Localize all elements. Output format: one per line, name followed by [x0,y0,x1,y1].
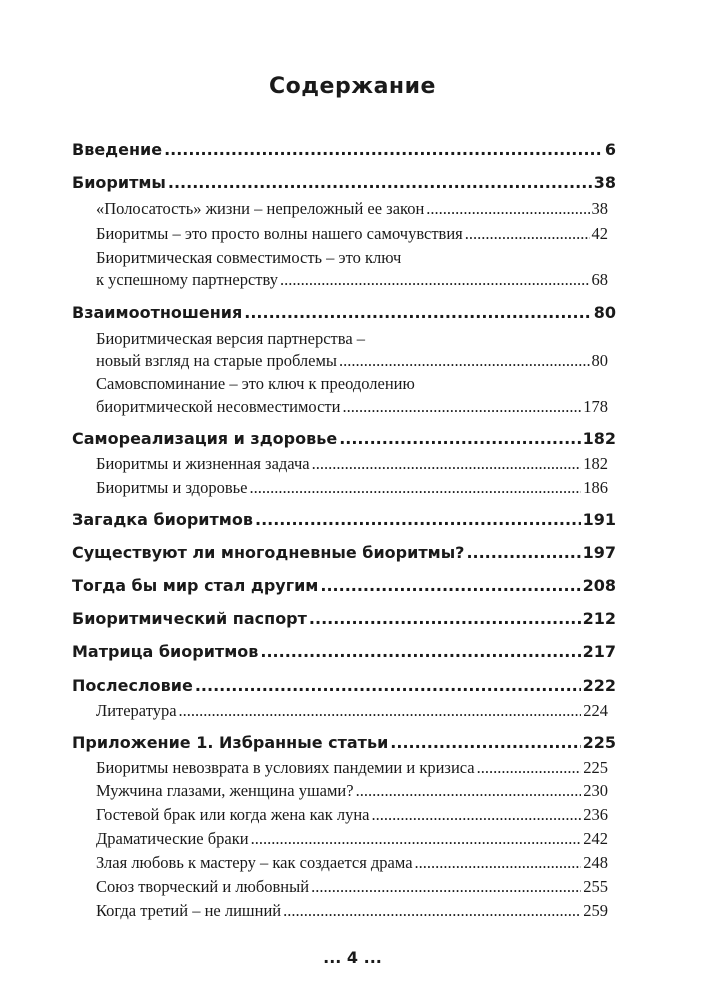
toc-section-continuation[interactable] [96,351,608,371]
section-title: Биоритмы – это просто волны нашего самочувствия [96,224,463,243]
section-title: Когда третий – не лишний [96,901,282,920]
toc-chapter[interactable] [72,676,616,695]
page-number: 80 [591,351,608,370]
dot-leader [244,303,591,322]
dot-leader [339,351,589,371]
toc-section[interactable] [96,877,608,897]
page-number: 182 [583,454,608,473]
toc-section[interactable] [96,248,608,268]
dot-leader [260,642,580,661]
toc-section[interactable] [96,901,608,921]
page-number: 248 [583,853,608,872]
toc-section[interactable] [96,758,608,778]
chapter-title: Самореализация и здоровье [72,429,338,448]
dot-leader [372,805,582,825]
section-title: Драматические браки [96,829,249,848]
page-number: 42 [591,224,608,243]
page-number: 212 [582,609,616,628]
dot-leader [312,454,582,474]
toc-chapter[interactable] [72,642,616,661]
page-footer-number: ... 4 ... [323,948,382,967]
toc-chapter[interactable] [72,733,616,752]
dot-leader [477,758,582,778]
page-number: 186 [583,478,608,497]
section-title-continuation: новый взгляд на старые проблемы [96,351,338,370]
dot-leader [415,853,582,873]
dot-leader [309,609,581,628]
page-number: 6 [604,140,616,159]
page-number: 222 [582,676,616,695]
dot-leader [251,829,582,849]
page-number: 197 [582,543,616,562]
chapter-title: Послесловие [72,676,193,695]
toc-chapter[interactable] [72,429,616,448]
page-number: 236 [583,805,608,824]
dot-leader [280,270,590,290]
dot-leader [342,397,581,417]
chapter-title: Биоритмический паспорт [72,609,307,628]
page-number: 225 [582,733,616,752]
chapter-title: Матрица биоритмов [72,642,259,661]
dot-leader [426,199,589,219]
section-title: «Полосатость» жизни – непреложный ее закон [96,199,425,218]
section-title: Союз творческий и любовный [96,877,310,896]
toc-section[interactable] [96,701,608,721]
dot-leader [255,510,581,529]
page-number: 178 [583,397,608,416]
page-number: 217 [582,642,616,661]
section-title: Гостевой брак или когда жена как луна [96,805,370,824]
toc-section[interactable] [96,374,608,394]
table-of-contents [72,0,616,1000]
toc-section[interactable] [96,805,608,825]
chapter-title: Биоритмы [72,173,166,192]
toc-section-continuation[interactable] [96,397,608,417]
toc-section[interactable] [96,781,608,801]
section-title: Самовспоминание – это ключ к преодолению [96,374,415,393]
page-number: 259 [583,901,608,920]
section-title-continuation: к успешному партнерству [96,270,278,289]
chapter-title: Тогда бы мир стал другим [72,576,319,595]
toc-section[interactable] [96,454,608,474]
page-number: 80 [593,303,616,322]
page-number: 208 [582,576,616,595]
dot-leader [339,429,580,448]
chapter-title: Введение [72,140,163,159]
toc-section[interactable] [96,853,608,873]
page-number: 255 [583,877,608,896]
section-title: Биоритмы и жизненная задача [96,454,310,473]
toc-chapter[interactable] [72,543,616,562]
dot-leader [195,676,581,695]
toc-chapter[interactable] [72,576,616,595]
page-number: 191 [582,510,616,529]
page-number: 224 [583,701,608,720]
section-title: Биоритмическая версия партнерства – [96,329,366,348]
toc-chapter[interactable] [72,140,616,159]
dot-leader [164,140,603,159]
page-number: 38 [593,173,616,192]
page-number: 182 [582,429,616,448]
dot-leader [320,576,580,595]
section-title: Злая любовь к мастеру – как создается драма [96,853,413,872]
dot-leader [311,877,581,897]
chapter-title: Загадка биоритмов [72,510,253,529]
page-number: 68 [591,270,608,289]
dot-leader [179,701,582,721]
page-number: 242 [583,829,608,848]
toc-section[interactable] [96,199,608,219]
dot-leader [249,478,581,498]
page-title: Содержание [269,74,436,99]
toc-chapter[interactable] [72,173,616,192]
toc-section-continuation[interactable] [96,270,608,290]
section-title: Мужчина глазами, женщина ушами? [96,781,354,800]
page-number: 38 [591,199,608,218]
section-title: Биоритмическая совместимость – это ключ [96,248,402,267]
section-title: Литература [96,701,177,720]
section-title: Биоритмы и здоровье [96,478,248,497]
toc-chapter[interactable] [72,510,616,529]
section-title: Биоритмы невозврата в условиях пандемии и кризиса [96,758,475,777]
dot-leader [390,733,580,752]
dot-leader [356,781,582,801]
dot-leader [466,543,580,562]
dot-leader [283,901,581,921]
dot-leader [168,173,592,192]
toc-section[interactable] [96,224,608,244]
toc-section[interactable] [96,478,608,498]
page-number: 230 [583,781,608,800]
chapter-title: Взаимоотношения [72,303,243,322]
chapter-title: Приложение 1. Избранные статьи [72,733,389,752]
dot-leader [465,224,590,244]
toc-chapter[interactable] [72,303,616,322]
chapter-title: Существуют ли многодневные биоритмы? [72,543,465,562]
page-number: 225 [583,758,608,777]
toc-section[interactable] [96,329,608,349]
toc-section[interactable] [96,829,608,849]
section-title-continuation: биоритмической несовместимости [96,397,341,416]
toc-chapter[interactable] [72,609,616,628]
